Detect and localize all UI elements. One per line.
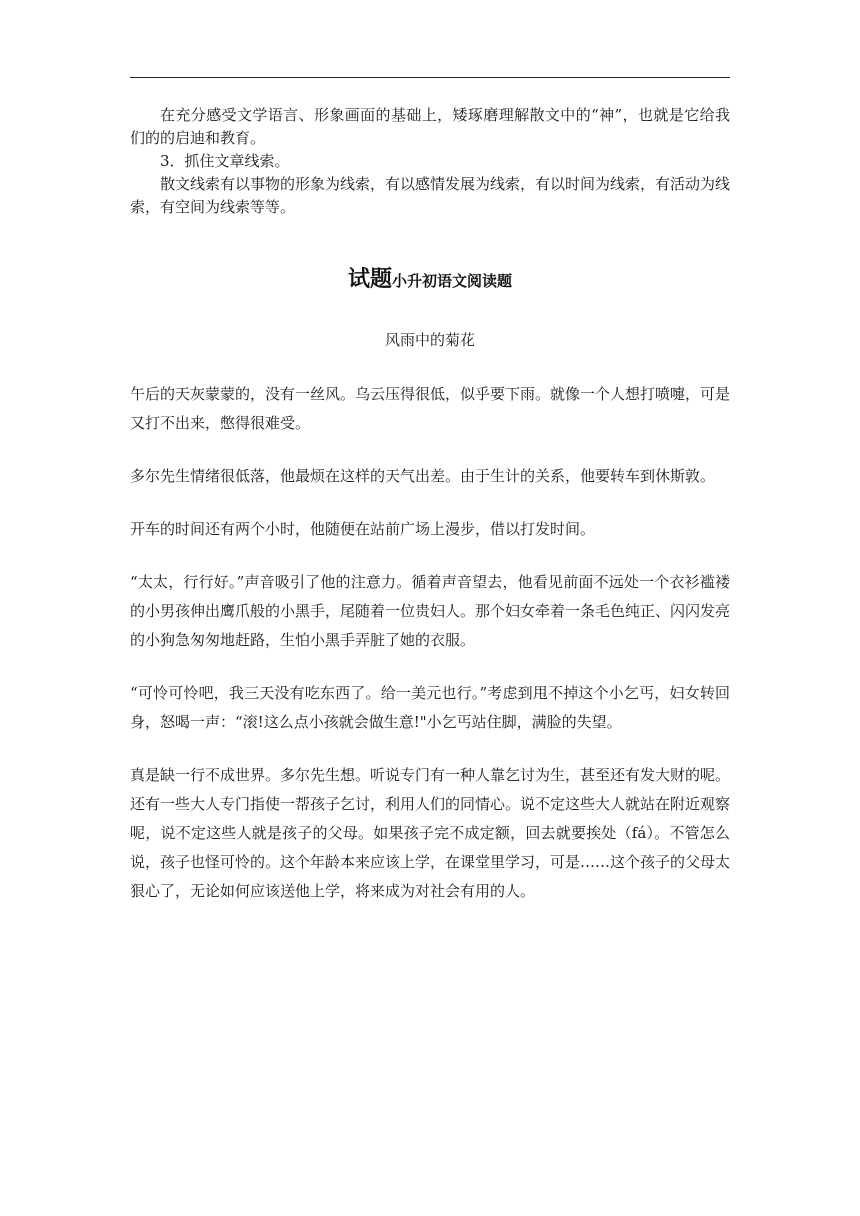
intro-paragraph-2: 3．抓住文章线索。 [160, 152, 290, 170]
heading-sub: 小升初语文阅读题 [392, 272, 513, 290]
story-paragraph: “太太，行行好。”声音吸引了他的注意力。循着声音望去，他看见前面不远处一个衣衫褴褛的小男孩伸出鹰爪般的小黑手，尾随着一位贵妇人。那个妇女牵着一条毛色纯正、闪闪发亮的小狗急匆匆地赶路，生怕小黑手弄脏了她的衣服。 [130, 573, 731, 649]
header-rule [130, 77, 730, 78]
intro-section [130, 104, 730, 219]
story-paragraph: 开车的时间还有两个小时，他随便在站前广场上漫步，借以打发时间。 [130, 520, 596, 538]
story-paragraph: 午后的天灰蒙蒙的，没有一丝风。乌云压得很低，似乎要下雨。就像一个人想打喷嚏，可是又打不出来，憋得很难受。 [130, 385, 731, 432]
section-heading [130, 262, 730, 293]
story-paragraph: 真是缺一行不成世界。多尔先生想。听说专门有一种人靠乞讨为生，甚至还有发大财的呢。还有一些大人专门指使一帮孩子乞讨，利用人们的同情心。说不定这些大人就站在附近观察呢，说不定这些人就是孩子的父母。如果孩子完不成定额，回去就要挨处（fá）。不管怎么说，孩子也怪可怜的。这个年龄本来应该上学，在课堂里学习，可是……这个孩子的父母太狠心了，无论如何应该送他上学，将来成为对社会有用的人。 [130, 766, 731, 900]
intro-paragraph-1: 在充分感受文学语言、形象画面的基础上，矮琢磨理解散文中的“神”，也就是它给我们的的启迪和教育。 [130, 106, 730, 147]
story-paragraph: 多尔先生情绪很低落，他最烦在这样的天气出差。由于生计的关系，他要转车到休斯敦。 [130, 467, 716, 485]
story-body [130, 380, 730, 930]
story-paragraph: “可怜可怜吧，我三天没有吃东西了。给一美元也行。”考虑到甩不掉这个小乞丐，妇女转回身，怒喝一声：“滚!这么点小孩就会做生意!"小乞丐站住脚，满脸的失望。 [130, 684, 730, 731]
story-title: 风雨中的菊花 [384, 331, 475, 349]
intro-paragraph-3: 散文线索有以事物的形象为线索，有以感情发展为线索，有以时间为线索，有活动为线索，有空间为线索等等。 [130, 175, 731, 216]
heading-main: 试题 [347, 267, 392, 292]
